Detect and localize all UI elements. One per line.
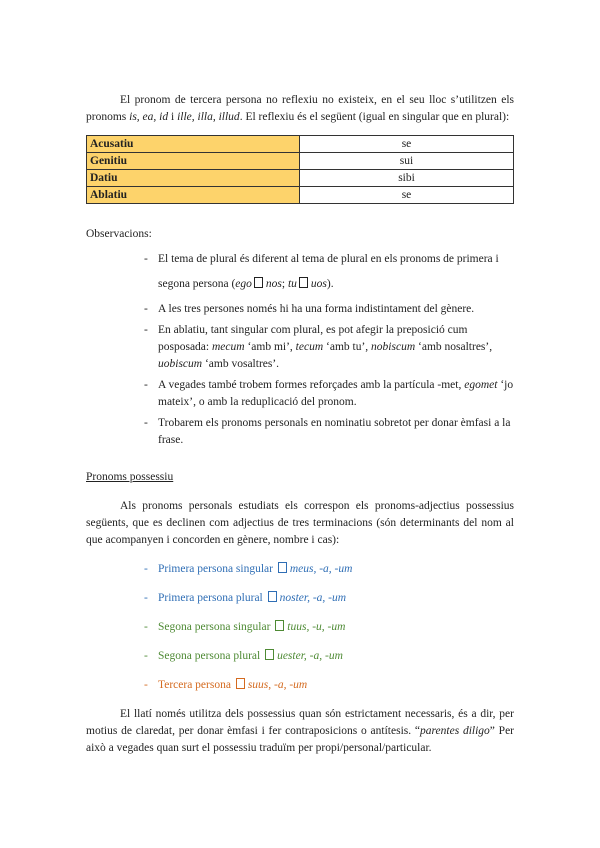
table-row [87, 170, 514, 187]
case-cell: Ablatiu [87, 187, 300, 204]
arrow-icon [268, 591, 277, 602]
item-text: A vegades també trobem formes reforçades amb la partícula -met, [158, 379, 465, 391]
form-cell: sibi [300, 170, 514, 187]
item-text: Trobarem els pronoms personals en nominatiu sobretot per donar èmfasi a la frase. [158, 417, 511, 446]
latin-word: uobiscum [158, 358, 203, 370]
person-label: Primera persona singular [158, 563, 276, 575]
observations-list [86, 247, 514, 449]
intro-paragraph [86, 92, 514, 126]
pronoun-ille-illa-illud: ille, illa, illud [177, 111, 240, 123]
latin-word: tu [287, 278, 297, 290]
intro-text-end: . El reflexiu és el següent (igual en singular que en plural): [239, 111, 510, 123]
person-label: Segona persona singular [158, 621, 274, 633]
latin-word: ego [235, 278, 252, 290]
possessive-list [86, 561, 514, 694]
possessive-forms: tuus, -u, -um [287, 621, 346, 633]
possessive-forms: uester, -a, -um [277, 650, 343, 662]
item-text: El tema de plural és diferent al tema de plural en els pronoms de primera i segona persona ( [158, 253, 499, 290]
person-label: Tercera persona [158, 679, 234, 691]
form-cell: se [300, 187, 514, 204]
item-text: ‘jo mateix’, o amb la reduplicació del pronom. [158, 379, 514, 408]
latin-word: egomet [464, 379, 498, 391]
item-text: ‘amb tu’, [323, 341, 372, 353]
latin-word: tecum [295, 341, 324, 353]
item-text: ‘amb mi’, [244, 341, 296, 353]
table-row [87, 136, 514, 153]
final-paragraph [86, 706, 514, 757]
list-item [86, 415, 514, 449]
latin-example: parentes diligo [420, 725, 490, 737]
case-cell: Genitiu [87, 153, 300, 170]
list-item [86, 677, 514, 694]
intro-text: El pronom de tercera persona no reflexiu no existeix, en el seu lloc s’utilitzen els pronoms [86, 94, 514, 123]
list-item [86, 590, 514, 607]
final-text: El llatí només utilitza dels possessius quan són estrictament necessaris, és a dir, per motius de claredat, per donar èmfasi i fer contraposicions o antítesis. “ [86, 708, 514, 737]
list-item [86, 301, 514, 318]
latin-word: mecum [211, 341, 245, 353]
list-item [86, 561, 514, 578]
form-cell: sui [300, 153, 514, 170]
item-text: ‘amb vosaltres’. [202, 358, 280, 370]
arrow-icon [299, 277, 308, 288]
latin-word: nos [265, 278, 282, 290]
reflexive-table [86, 135, 514, 204]
possessive-forms: noster, -a, -um [279, 592, 347, 604]
final-text-end: ” Per això a vegades quan surt el possessiu traduïm per propi/personal/particular. [86, 725, 515, 754]
intro-conj: i [168, 111, 178, 123]
possessive-paragraph: Als pronoms personals estudiats els correspon els pronoms-adjectius possessius següents, que es declinen com adjectius de tres terminacions (són determinants del nom al que acompanyen i concorden en gènere, nombre i cas): [86, 500, 514, 546]
separator: ; [281, 278, 288, 290]
table-row [87, 187, 514, 204]
arrow-icon [254, 277, 263, 288]
case-cell: Datiu [87, 170, 300, 187]
pronoun-is-ea-id: is, ea, id [129, 111, 169, 123]
case-cell: Acusatiu [87, 136, 300, 153]
list-item [86, 322, 514, 373]
list-item [86, 247, 514, 297]
arrow-icon [265, 649, 274, 660]
table-row [87, 153, 514, 170]
possessive-forms: suus, -a, -um [247, 679, 308, 691]
possessive-forms: meus, -a, -um [289, 563, 353, 575]
item-text: ). [326, 278, 334, 290]
latin-word: nobiscum [371, 341, 416, 353]
item-text: A les tres persones només hi ha una forma indistintament del gènere. [158, 303, 475, 315]
list-item [86, 377, 514, 411]
arrow-icon [278, 562, 287, 573]
person-label: Primera persona plural [158, 592, 266, 604]
document-page [86, 92, 514, 757]
item-text: ‘amb nosaltres’, [415, 341, 493, 353]
list-item [86, 648, 514, 665]
arrow-icon [275, 620, 284, 631]
item-text: En ablatiu, tant singular com plural, es pot afegir la preposició cum posposada: [158, 324, 468, 353]
form-cell: se [300, 136, 514, 153]
section-heading: Pronoms possessiu [86, 471, 174, 483]
observations-title: Observacions: [86, 228, 152, 240]
latin-word: uos [310, 278, 327, 290]
person-label: Segona persona plural [158, 650, 264, 662]
list-item [86, 619, 514, 636]
arrow-icon [236, 678, 245, 689]
